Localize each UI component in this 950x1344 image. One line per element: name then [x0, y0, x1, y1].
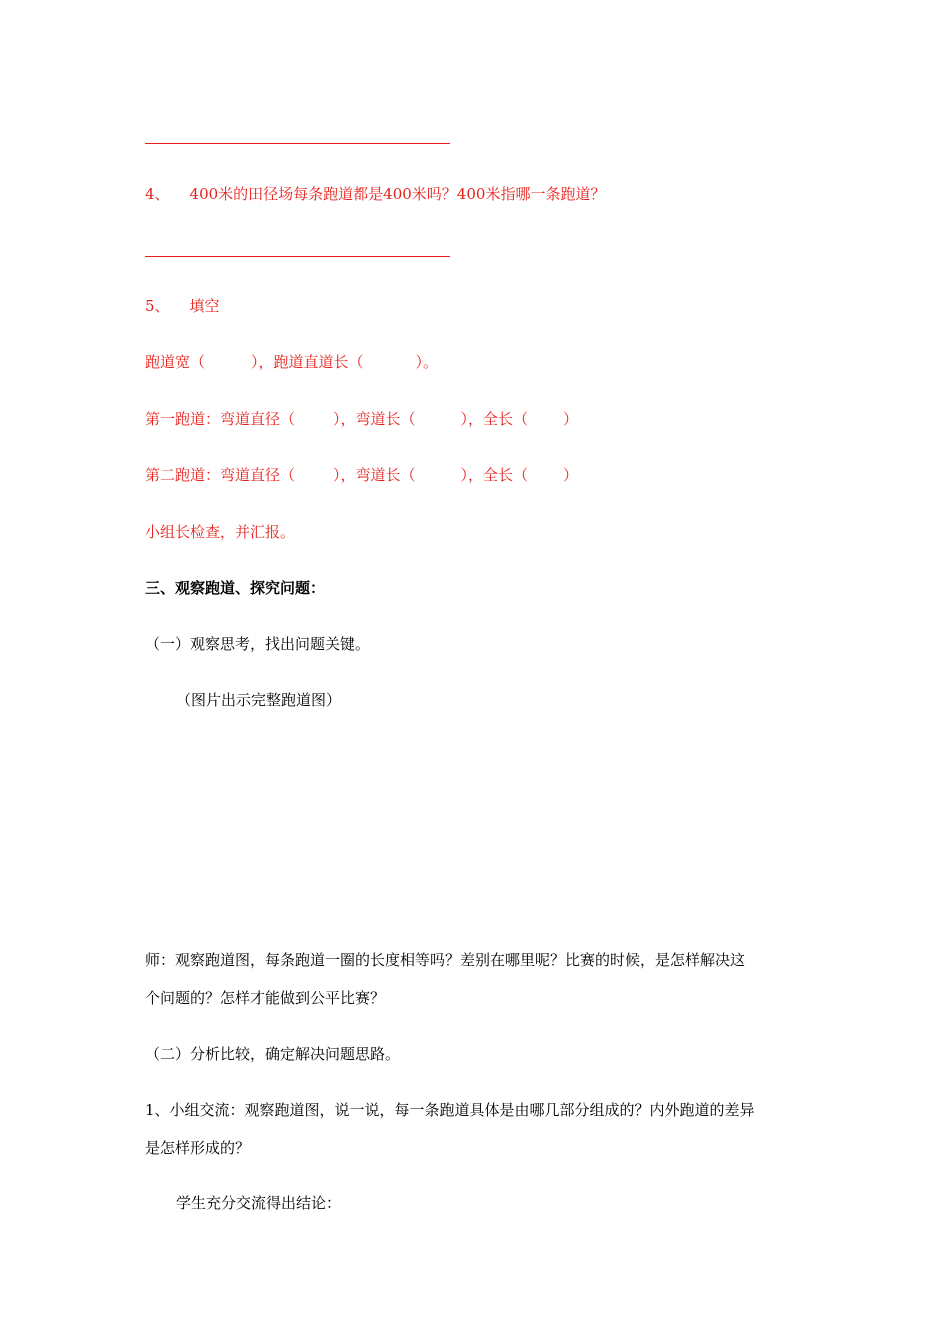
fill-text: ）: [563, 410, 579, 428]
question-4-number: 4、: [145, 185, 170, 203]
group-leader-check: 小组长检查，并汇报。: [145, 523, 296, 541]
answer-line-3: [145, 143, 450, 144]
fill-text: 第一跑道：弯道直径（: [145, 410, 296, 428]
question-5-title: 填空: [189, 297, 220, 315]
section-3-heading: 三、观察跑道、探究问题：: [145, 579, 326, 597]
fill-text: ），弯道长（: [333, 466, 416, 484]
subsection-1-heading: （一）观察思考，找出问题关键。: [145, 635, 371, 653]
fill-text: ）: [563, 466, 579, 484]
answer-line-4: [145, 256, 450, 257]
fill-blank-line-3: [145, 465, 578, 485]
question-4-text: 400米的田径场每条跑道都是400米吗？400米指哪一条跑道？: [189, 185, 606, 203]
subsection-2-heading: （二）分析比较，确定解决问题思路。: [145, 1045, 401, 1063]
fill-text: ）。: [415, 353, 439, 371]
teacher-question-line-2: 个问题的？怎样才能做到公平比赛？: [145, 989, 386, 1007]
question-5: [145, 296, 220, 316]
fill-text: 第二跑道：弯道直径（: [145, 466, 296, 484]
fill-text: ），跑道直道长（: [251, 353, 364, 371]
item-1-line-2: 是怎样形成的？: [145, 1139, 251, 1157]
fill-text: ），全长（: [460, 466, 529, 484]
item-1-line-1: 1、小组交流：观察跑道图，说一说，每一条跑道具体是由哪几部分组成的？内外跑道的差异: [145, 1101, 755, 1119]
fill-text: ），弯道长（: [333, 410, 416, 428]
question-5-number: 5、: [145, 297, 170, 315]
fill-blank-line-2: [145, 409, 578, 429]
fill-text: ），全长（: [460, 410, 529, 428]
fill-text: 跑道宽（: [145, 353, 206, 371]
image-caption: （图片出示完整跑道图）: [176, 691, 342, 709]
fill-blank-line-1: [145, 352, 438, 372]
student-conclusion: 学生充分交流得出结论：: [176, 1194, 342, 1212]
question-4: [145, 184, 605, 204]
teacher-question-line-1: 师：观察跑道图，每条跑道一圈的长度相等吗？差别在哪里呢？比赛的时候，是怎样解决这: [145, 951, 746, 969]
